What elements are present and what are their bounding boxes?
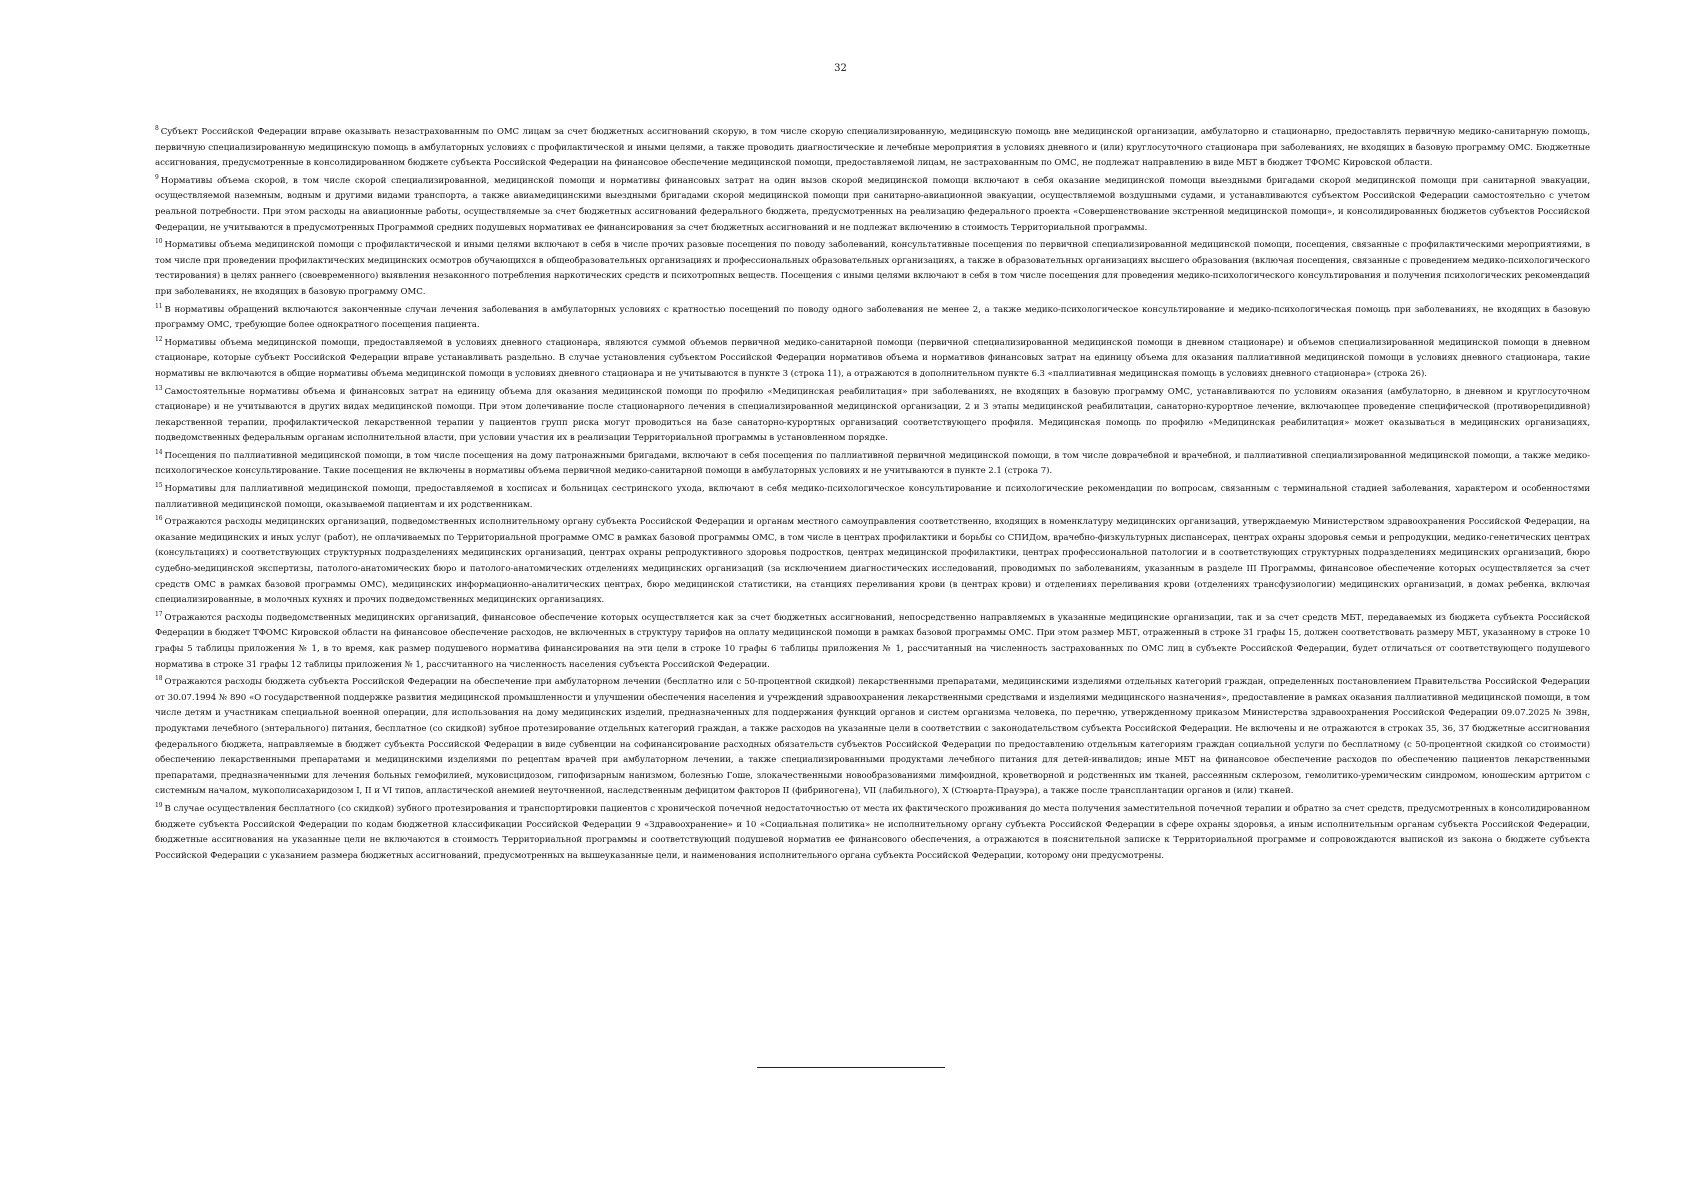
footnote-text: Субъект Российской Федерации вправе оказывать незастрахованным по ОМС лицам за счет бюджетных ассигнований скорую, в том числе скорую специализированную, медицинскую помощь вне медицинской организации, амбулаторно и стационарно, предоставлять первичную медико-санитарную помощь, первичную специализированную медицинскую помощь в амбулаторных условиях с профилактической и иными целями, а также проводить диагностические и лечебные мероприятия в условиях дневного и (или) круглосуточного стационара при заболеваниях, не входящих в базовую программу ОМС. Бюджетные ассигнования, предусмотренные в консолидированном бюджете субъекта Российской Федерации на финансовое обеспечение медицинской помощи, предоставляемой лицам, не застрахованным по ОМС, не подлежат направлению в виде МБТ в бюджет ТФОМС Кировской области.: [155, 127, 1590, 169]
footnote-marker: 14: [155, 448, 163, 456]
footnote-text: Отражаются расходы медицинских организаций, подведомственных исполнительному органу субъекта Российской Федерации и органам местного самоуправления соответственно, входящих в номенклатуру медицинских организаций, утверждаемую Министерством здравоохранения Российской Федерации, на оказание медицинских и иных услуг (работ), не оплачиваемых по Территориальной программе ОМС в рамках базовой программы ОМС, в том числе в центрах профилактики и борьбы со СПИДом, врачебно-физкультурных диспансерах, центрах охраны здоровья семьи и репродукции, медико-генетических центрах (консультациях) и соответствующих структурных подразделениях медицинских организаций, центрах охраны репродуктивного здоровья подростков, центрах медицинской профилактики, центрах профессиональной патологии и в соответствующих структурных подразделениях медицинских организаций, бюро судебно-медицинской экспертизы, патолого-анатомических бюро и патолого-анатомических отделениях медицинских организаций (за исключением диагностических исследований, проводимых по заболеваниям, указанным в разделе III Программы, финансовое обеспечение которых осуществляется за счет средств ОМС в рамках базовой программы ОМС), медицинских информационно-аналитических центрах, бюро медицинской статистики, на станциях переливания крови (в центрах крови) и отделениях переливания крови (отделениях трансфузиологии) медицинских организаций, в домах ребенка, включая специализированные, в молочных кухнях и прочих подведомственных медицинских организациях.: [155, 517, 1590, 606]
footnote-13: [155, 385, 1590, 447]
footnote-text: Нормативы объема скорой, в том числе скорой специализированной, медицинской помощи и нормативы финансовых затрат на один вызов скорой медицинской помощи включают в себя оказание медицинской помощи выездными бригадами скорой медицинской помощи при санитарной эвакуации, осуществляемой наземным, водным и другими видами транспорта, а также авиамедицинскими выездными бригадами скорой медицинской помощи при санитарно-авиационной эвакуации, осуществляемой воздушными судами, и устанавливаются субъектом Российской Федерации самостоятельно с учетом реальной потребности. При этом расходы на авиационные работы, осуществляемые за счет бюджетных ассигнований федерального бюджета, предусмотренных на реализацию федерального проекта «Совершенствование экстренной медицинской помощи», и консолидированных бюджетов субъектов Российской Федерации, не учитываются в предусмотренных Программой средних подушевых нормативах ее финансирования за счет бюджетных ассигнований и не подлежат включению в стоимость Территориальной программы.: [155, 175, 1590, 233]
footnote-19: [155, 802, 1590, 864]
footnote-marker: 16: [155, 515, 163, 523]
footnote-15: [155, 482, 1590, 513]
footnote-marker: 9: [155, 173, 159, 181]
footnote-18: [155, 675, 1590, 800]
footnote-14: [155, 449, 1590, 480]
footnote-8: [155, 125, 1590, 172]
footnote-marker: 19: [155, 801, 163, 809]
footnote-12: [155, 336, 1590, 383]
footnote-9: [155, 174, 1590, 236]
footnote-text: В нормативы обращений включаются законченные случаи лечения заболевания в амбулаторных условиях с кратностью посещений по поводу одного заболевания не менее 2, а также медико-психологическое консультирование и медико-психологическая помощь при заболеваниях, не входящих в базовую программу ОМС, требующие более однократного посещения пациента.: [155, 304, 1590, 331]
footnote-text: Нормативы объема медицинской помощи, предоставляемой в условиях дневного стационара, являются суммой объемов первичной медико-санитарной помощи (первичной специализированной медицинской помощи в дневном стационаре) и объемов специализированной медицинской помощи в дневном стационаре, которые субъект Российской Федерации вправе устанавливать раздельно. В случае установления субъектом Российской Федерации нормативов объема и нормативов финансовых затрат на единицу объема для оказания паллиативной медицинской помощи в условиях дневного стационара, такие нормативы не включаются в общие нормативы объема медицинской помощи в условиях дневного стационара и не учитываются в пункте 3 (строка 11), а отражаются в дополнительном пункте 6.3 «паллиативная медицинская помощь в условиях дневного стационара» (строка 26).: [155, 337, 1590, 379]
footnote-10: [155, 238, 1590, 300]
footnote-16: [155, 515, 1590, 609]
footnote-marker: 18: [155, 675, 163, 683]
footnote-marker: 10: [155, 238, 163, 246]
footnote-marker: 13: [155, 384, 163, 392]
footnotes-section: [155, 125, 1590, 866]
footnote-text: В случае осуществления бесплатного (со скидкой) зубного протезирования и транспортировки пациентов с хронической почечной недостаточностью от места их фактического проживания до места получения заместительной почечной терапии и обратно за счет средств, предусмотренных в консолидированном бюджете субъекта Российской Федерации по кодам бюджетной классификации Российской Федерации 9 «Здравоохранение» и 10 «Социальная политика» не исполнительному органу субъекта Российской Федерации в сфере охраны здоровья, а иным исполнительным органам субъекта Российской Федерации, бюджетные ассигнования на указанные цели не включаются в стоимость Территориальной программы и соответствующий подушевой норматив ее финансового обеспечения, а отражаются в пояснительной записке к Территориальной программе и сопровождаются выпиской из закона о бюджете субъекта Российской Федерации с указанием размера бюджетных ассигнований, предусмотренных на вышеуказанные цели, и наименования исполнительного органа субъекта Российской Федерации, которому они предусмотрены.: [155, 803, 1590, 861]
footnote-text: Отражаются расходы бюджета субъекта Российской Федерации на обеспечение при амбулаторном лечении (бесплатно или с 50-процентной скидкой) лекарственными препаратами, медицинскими изделиями отдельных категорий граждан, определенных постановлением Правительства Российской Федерации от 30.07.1994 № 890 «О государственной поддержке развития медицинской промышленности и улучшении обеспечения населения и учреждений здравоохранения лекарственными средствами и изделиями медицинского назначения», предоставление в рамках оказания паллиативной медицинской помощи, в том числе детям и участникам специальной военной операции, для использования на дому медицинских изделий, предназначенных для поддержания функций органов и систем организма человека, по перечню, утвержденному приказом Министерства здравоохранения Российской Федерации 09.07.2025 № 398н, продуктами лечебного (энтерального) питания, бесплатное (со скидкой) зубное протезирование отдельных категорий граждан, а также расходов на указанные цели в соответствии с законодательством субъекта Российской Федерации. Не включены и не отражаются в строках 35, 36, 37 бюджетные ассигнования федерального бюджета, направляемые в бюджет субъекта Российской Федерации в виде субвенции на софинансирование расходных обязательств субъектов Российской Федерации по предоставлению отдельным категориям граждан социальной услуги по бесплатному (с 50-процентной скидкой со стоимости) обеспечению лекарственными препаратами и медицинскими изделиями по рецептам врачей при амбулаторном лечении, а также специализированными продуктами лечебного питания для детей-инвалидов; иные МБТ на финансовое обеспечение расходов по обеспечению пациентов лекарственными препаратами, предназначенными для лечения больных гемофилией, муковисцидозом, гипофизарным нанизмом, болезнью Гоше, злокачественными новообразованиями лимфоидной, кроветворной и родственных им тканей, рассеянным склерозом, гемолитико-уремическим синдромом, юношеским артритом с системным началом, мукополисахаридозом I, II и VI типов, апластической анемией неуточненной, наследственным дефицитом факторов II (фибриногена), VII (лабильного), X (Стюарта-Прауэра), а также после трансплантации органов и (или) тканей.: [155, 677, 1590, 797]
footnote-text: Самостоятельные нормативы объема и финансовых затрат на единицу объема для оказания медицинской помощи по профилю «Медицинская реабилитация» при заболеваниях, не входящих в базовую программу ОМС, устанавливаются по условиям оказания (амбулаторно, в дневном и круглосуточном стационаре) и не учитываются в других видах медицинской помощи. При этом долечивание после стационарного лечения в специализированной медицинской организации, 2 и 3 этапы медицинской реабилитации, санаторно-курортное лечение, включающее проведение специфической (противорецидивной) лекарственной терапии, профилактической лекарственной терапии у пациентов групп риска могут проводиться на базе санаторно-курортных организаций соответствующего профиля. Медицинская помощь по профилю «Медицинская реабилитация» может оказываться в медицинских организациях, подведомственных федеральным органам исполнительной власти, при условии участия их в реализации Территориальной программы в установленном порядке.: [155, 386, 1590, 444]
footnote-marker: 15: [155, 482, 163, 490]
footnote-marker: 12: [155, 335, 163, 343]
footnote-text: Нормативы объема медицинской помощи с профилактической и иными целями включают в себя в числе прочих разовые посещения по поводу заболеваний, консультативные посещения по первичной специализированной медицинской помощи, посещения, связанные с профилактическими мероприятиями, в том числе при проведении профилактических медицинских осмотров обучающихся в общеобразовательных организациях и профессиональных образовательных организациях, а также в образовательных организациях высшего образования (включая посещения, связанные с проведением медико-психологического тестирования) в целях раннего (своевременного) выявления незаконного потребления наркотических средств и психотропных веществ. Посещения с иными целями включают в себя в том числе посещения для проведения медико-психологического консультирования и получения психологических рекомендаций при заболеваниях, не входящих в базовую программу ОМС.: [155, 240, 1590, 297]
page-number: 32: [834, 63, 847, 74]
footnote-11: [155, 303, 1590, 334]
footnote-text: Отражаются расходы подведомственных медицинских организаций, финансовое обеспечение которых осуществляется как за счет бюджетных ассигнований, непосредственно направляемых в указанные медицинские организации, так и за счет средств МБТ, передаваемых из бюджета субъекта Российской Федерации в бюджет ТФОМС Кировской области на финансовое обеспечение расходов, не включенных в структуру тарифов на оплату медицинской помощи в рамках базовой программы ОМС. При этом размер МБТ, отраженный в строке 31 графы 15, должен соответствовать размеру МБТ, указанному в строке 10 графы 5 таблицы приложения № 1, в то время, как размер подушевого норматива финансирования на эти цели в строке 10 графы 6 таблицы приложения № 1, рассчитанный на численность застрахованных по ОМС лиц в субъекте Российской Федерации, будет отличаться от соответствующего подушевого норматива в строке 31 графы 12 таблицы приложения № 1, рассчитанного на численность населения субъекта Российской Федерации.: [155, 612, 1590, 670]
footnote-text: Нормативы для паллиативной медицинской помощи, предоставляемой в хосписах и больницах сестринского ухода, включают в себя медико-психологическое консультирование и психологические рекомендации по вопросам, связанным с терминальной стадией заболевания, характером и особенностями паллиативной медицинской помощи, оказываемой пациентам и их родственникам.: [155, 484, 1590, 510]
footnote-17: [155, 611, 1590, 673]
end-divider: [757, 1067, 945, 1068]
footnote-marker: 11: [155, 302, 163, 310]
footnote-marker: 17: [155, 610, 163, 618]
footnote-text: Посещения по паллиативной медицинской помощи, в том числе посещения на дому патронажными бригадами, включают в себя посещения по паллиативной первичной медицинской помощи, в том числе доврачебной и врачебной, и паллиативной специализированной медицинской помощи, а также медико-психологическое консультирование. Такие посещения не включены в нормативы объема первичной медико-санитарной помощи в амбулаторных условиях и не учитываются в пункте 2.1 (строка 7).: [155, 450, 1590, 477]
footnote-marker: 8: [155, 125, 159, 132]
